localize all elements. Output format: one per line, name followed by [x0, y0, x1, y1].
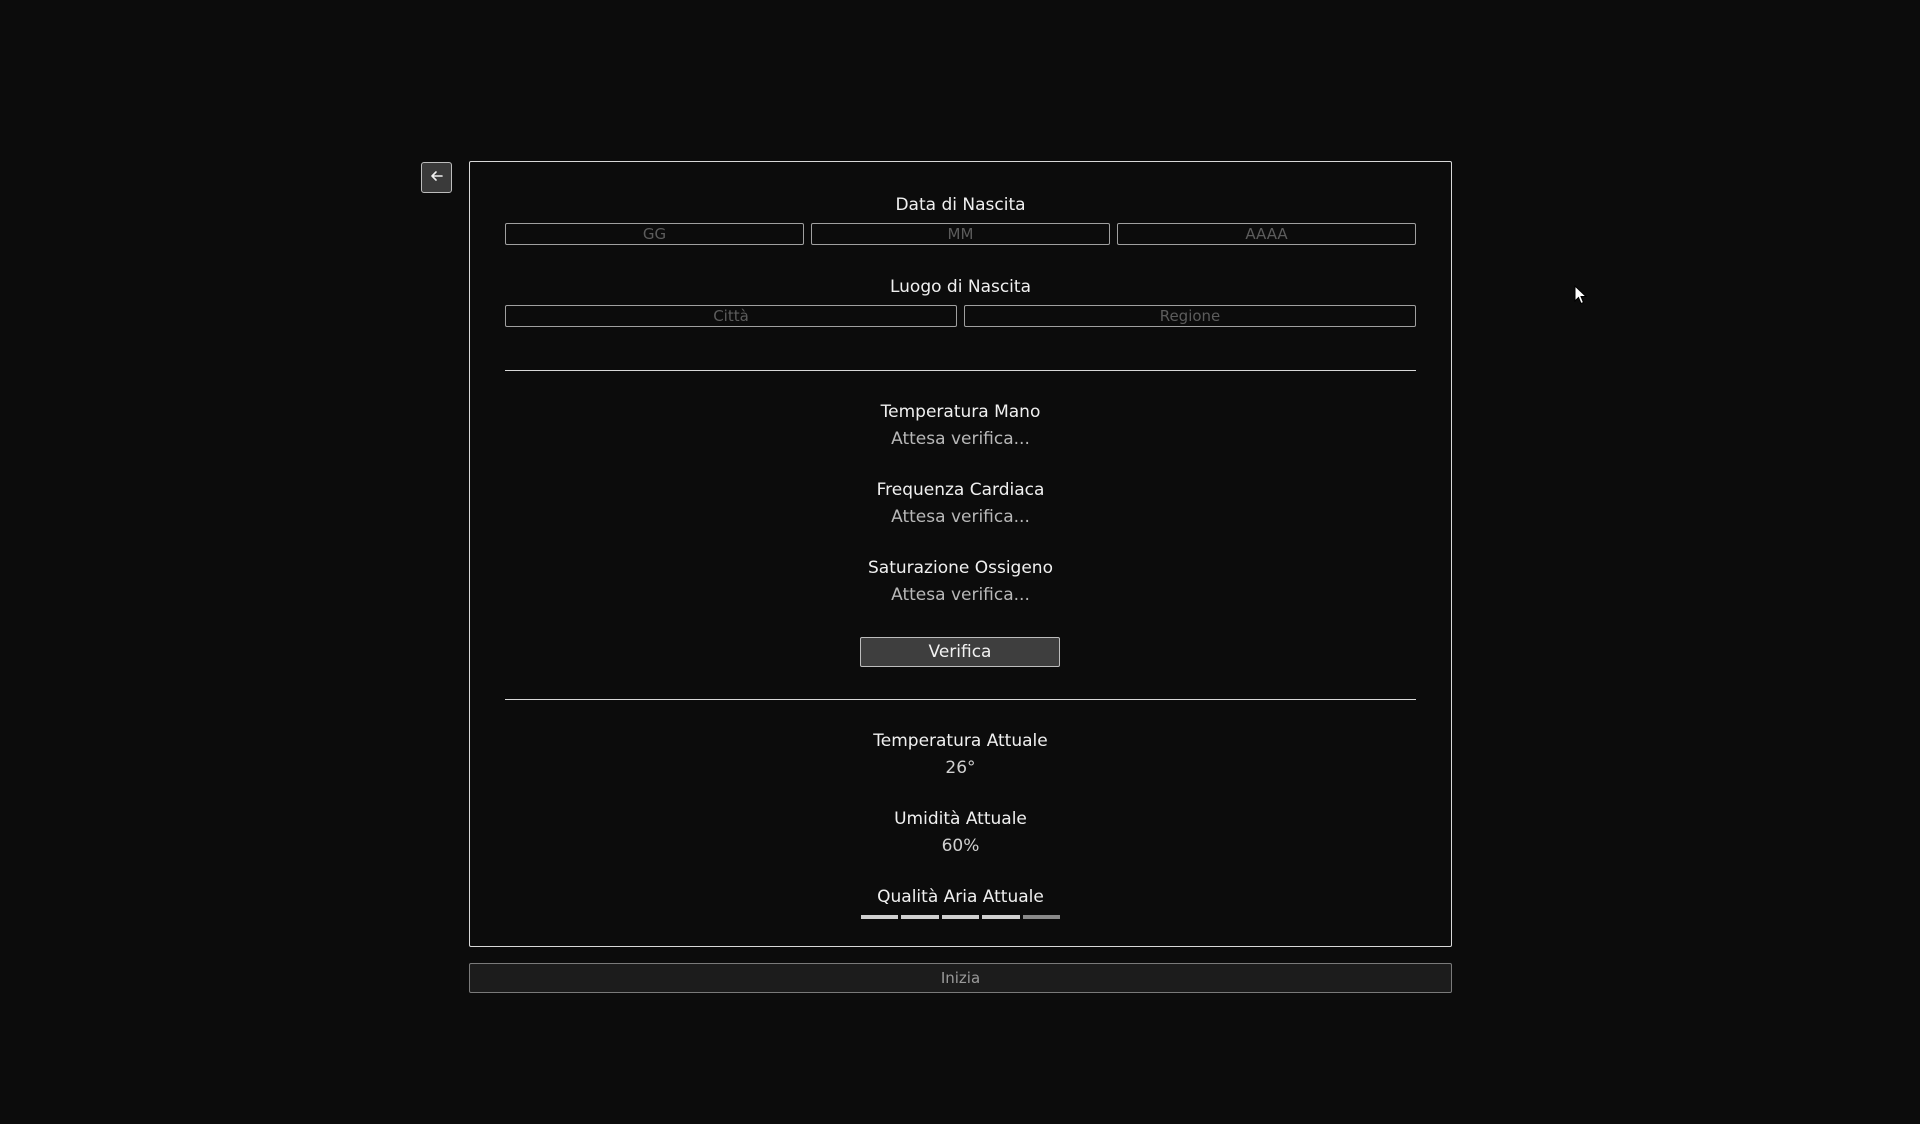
current-temp-value: 26° [945, 758, 976, 778]
section-divider-top [505, 370, 1416, 371]
city-input[interactable] [505, 305, 957, 327]
day-input[interactable] [505, 223, 804, 245]
year-input[interactable] [1117, 223, 1416, 245]
current-temp-label: Temperatura Attuale [873, 731, 1048, 751]
air-quality-segment [901, 915, 938, 919]
air-quality-segment [861, 915, 898, 919]
profile-panel [469, 161, 1452, 947]
verify-button[interactable] [860, 637, 1060, 667]
region-input[interactable] [964, 305, 1416, 327]
air-quality-segment [942, 915, 979, 919]
oxygen-value: Attesa verifica... [891, 585, 1030, 605]
start-button-label: Inizia [940, 969, 981, 987]
air-quality-segment [1023, 915, 1060, 919]
arrow-left-icon [430, 168, 444, 187]
month-input[interactable] [811, 223, 1110, 245]
heart-rate-value: Attesa verifica... [891, 507, 1030, 527]
start-button[interactable] [469, 963, 1452, 993]
birth-place-label: Luogo di Nascita [889, 277, 1031, 297]
back-button[interactable] [421, 162, 452, 193]
humidity-label: Umidità Attuale [894, 809, 1027, 829]
hand-temp-value: Attesa verifica... [891, 429, 1030, 449]
mouse-pointer-icon [1574, 285, 1588, 309]
oxygen-label: Saturazione Ossigeno [868, 558, 1053, 578]
heart-rate-label: Frequenza Cardiaca [876, 480, 1045, 500]
air-quality-segment [982, 915, 1019, 919]
air-quality-label: Qualità Aria Attuale [877, 887, 1044, 907]
hand-temp-label: Temperatura Mano [880, 402, 1041, 422]
section-divider-bottom [505, 699, 1416, 700]
birth-date-label: Data di Nascita [895, 195, 1026, 215]
humidity-value: 60% [941, 836, 980, 856]
verify-button-label: Verifica [928, 642, 992, 662]
air-quality-meter [861, 915, 1060, 919]
